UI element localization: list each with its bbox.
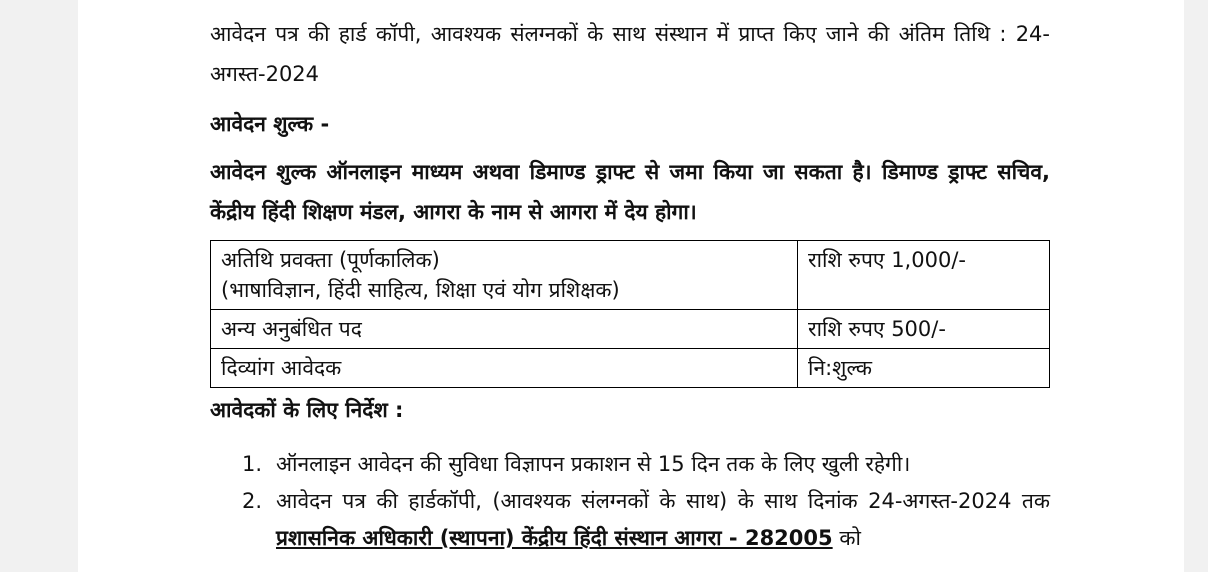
post-name: अतिथि प्रवक्ता (पूर्णकालिक) xyxy=(221,248,440,272)
list-item xyxy=(210,483,1050,557)
office-address: प्रशासनिक अधिकारी (स्थापना) केंद्रीय हिंदी संस्थान आगरा - 282005 xyxy=(276,526,833,550)
instructions-heading: आवेदकों के लिए निर्देश : xyxy=(210,398,404,422)
deadline-paragraph: आवेदन पत्र की हार्ड कॉपी, आवश्यक संलग्नकों के साथ संस्थान में प्राप्त किए जाने की अंतिम तिथि : 24-अगस्त-2024 xyxy=(210,22,1050,86)
instructions-list xyxy=(210,446,1050,557)
amount-cell: राशि रुपए 500/- xyxy=(798,310,1050,349)
fee-table xyxy=(210,240,1050,388)
post-subjects: (भाषाविज्ञान, हिंदी साहित्य, शिक्षा एवं योग प्रशिक्षक) xyxy=(221,278,620,302)
page-content xyxy=(210,14,1050,557)
table-row xyxy=(211,349,1050,388)
document-page xyxy=(78,0,1184,572)
list-text: आवेदन पत्र की हार्डकॉपी, (आवश्यक संलग्नकों के साथ) के साथ दिनांक 24-अगस्त-2024 तक xyxy=(276,489,1050,513)
post-cell: अन्य अनुबंधित पद xyxy=(211,310,798,349)
list-text: ऑनलाइन आवेदन की सुविधा विज्ञापन प्रकाशन से 15 दिन तक के लिए खुली रहेगी। xyxy=(276,452,911,476)
amount-cell: नि:शुल्क xyxy=(798,349,1050,388)
fee-heading: आवेदन शुल्क - xyxy=(210,112,330,136)
amount-cell: राशि रुपए 1,000/- xyxy=(798,241,1050,310)
list-number: 2. xyxy=(242,489,263,513)
table-row xyxy=(211,241,1050,310)
list-number: 1. xyxy=(242,452,263,476)
list-text-tail: को xyxy=(832,526,861,550)
post-cell: दिव्यांग आवेदक xyxy=(211,349,798,388)
fee-paragraph: आवेदन शुल्क ऑनलाइन माध्यम अथवा डिमाण्ड ड्राफ्ट से जमा किया जा सकता है। डिमाण्ड ड्राफ्ट सचिव, केंद्रीय हिंदी शिक्षण मंडल, आगरा के नाम से आगरा में देय होगा। xyxy=(210,160,1050,224)
table-row xyxy=(211,310,1050,349)
post-cell xyxy=(211,241,798,310)
list-item xyxy=(210,446,1050,483)
